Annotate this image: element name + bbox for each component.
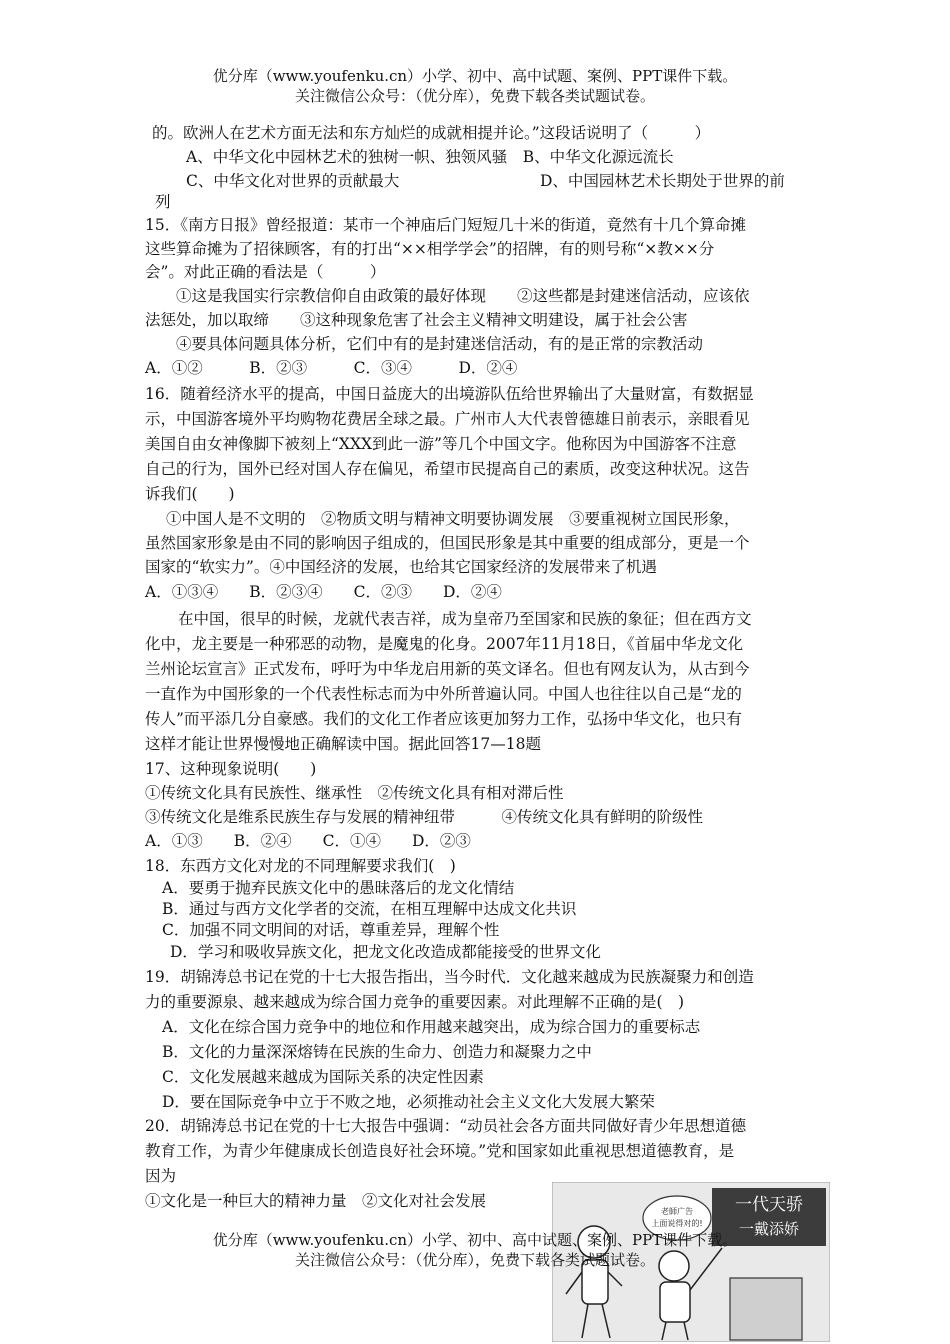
- text-line: 诉我们( ): [145, 485, 235, 503]
- text-line: 自己的行为，国外已经对国人存在偏见，希望市民提高自己的素质，改变这种状况。这告: [145, 460, 750, 478]
- text-line: 的。欧洲人在艺术方面无法和东方灿烂的成就相提并论。”这段话说明了（ ）: [152, 124, 711, 142]
- text-line: 虽然国家形象是由不同的影响因子组成的，但国民形象是其中重要的组成部分，更是一个: [145, 534, 750, 552]
- text-line: 列: [155, 193, 171, 211]
- bubble-text-1: 老師广告: [661, 1207, 693, 1216]
- page-footer-line1: 优分库（www.youfenku.cn）小学、初中、高中试题、案例、PPT课件下载。: [212, 1231, 738, 1249]
- question-16: 16．随着经济水平的提高，中国日益庞大的出境游队伍给世界输出了大量财富，有数据显: [145, 385, 754, 403]
- option-line: A、中华文化中园林艺术的独树一帜、独领风骚 B、中华文化源远流长: [186, 148, 674, 166]
- question-19: 19．胡锦涛总书记在党的十七大报告指出，当今时代．文化越来越成为民族凝聚力和创造: [145, 968, 754, 986]
- text-line: ①文化是一种巨大的精神力量 ②文化对社会发展: [145, 1192, 487, 1210]
- question-20: 20．胡锦涛总书记在党的十七大报告中强调：“动员社会各方面共同做好青少年思想道德: [145, 1117, 747, 1135]
- text-line: ③传统文化是维系民族生存与发展的精神纽带 ④传统文化具有鲜明的阶级性: [145, 808, 704, 826]
- option-line: D．学习和吸收异族文化，把龙文化改造成都能接受的世界文化: [170, 943, 601, 961]
- option-line: C、中华文化对世界的贡献最大: [186, 172, 400, 190]
- bubble-text-2: 上面说得对的!: [651, 1219, 703, 1228]
- passage-line: 化中，龙主要是一种邪恶的动物，是魔鬼的化身。2007年11月18日，《首届中华龙文化: [145, 635, 744, 653]
- text-line: ④要具体问题具体分析，它们中有的是封建迷信活动，有的是正常的宗教活动: [176, 335, 704, 353]
- option-line: C．加强不同文明间的对话，尊重差异，理解个性: [162, 921, 500, 939]
- option-line: C．文化发展越来越成为国际关系的决定性因素: [162, 1068, 484, 1086]
- option-line: D．要在国际竞争中立于不败之地，必须推动社会主义文化大发展大繁荣: [162, 1093, 655, 1111]
- text-line: 因为: [145, 1167, 177, 1185]
- option-line: A．要勇于抛弃民族文化中的愚昧落后的龙文化情结: [162, 879, 515, 897]
- option-line: B．文化的力量深深熔铸在民族的生命力、创造力和凝聚力之中: [162, 1043, 592, 1061]
- text-line: ①这是我国实行宗教信仰自由政策的最好体现 ②这些都是封建迷信活动，应该依: [176, 287, 750, 305]
- question-17: 17、这种现象说明( ): [145, 760, 317, 778]
- option-line: D、中国园林艺术长期处于世界的前: [540, 172, 785, 190]
- option-line: B．通过与西方文化学者的交流，在相互理解中达成文化共识: [162, 900, 577, 918]
- passage-line: 在中国，很早的时候，龙就代表吉祥，成为皇帝乃至国家和民族的象征；但在西方文: [178, 610, 752, 628]
- text-line: 力的重要源泉、越来越成为综合国力竞争的重要因素。对此理解不正确的是( ): [145, 993, 685, 1011]
- text-line: 会”。对此正确的看法是（ ）: [145, 263, 386, 281]
- passage-line: 传人”而平添几分自豪感。我们的文化工作者应该更加努力工作，弘扬中华文化，也只有: [145, 710, 742, 728]
- answer-options: A．①③ B．②④ C．①④ D．②③: [145, 832, 471, 850]
- text-line: ①中国人是不文明的 ②物质文明与精神文明要协调发展 ③要重视树立国民形象，: [166, 510, 740, 528]
- answer-options: A．①③④ B．②③④ C．②③ D．②④: [145, 583, 502, 601]
- text-line: 国家的“软实力”。④中国经济的发展，也给其它国家经济的发展带来了机遇: [145, 558, 657, 576]
- sign-text-top: 一代天骄: [735, 1195, 803, 1215]
- passage-line: 兰州论坛宣言》正式发布，呼吁为中华龙启用新的英文译名。但也有网友认为，从古到今: [145, 660, 750, 678]
- text-line: 美国自由女神像脚下被刻上“XXX到此一游”等几个中国文字。他称因为中国游客不注意: [145, 435, 737, 453]
- page-footer-line2: 关注微信公众号：（优分库），免费下载各类试题试卷。: [294, 1251, 655, 1269]
- passage-line: 这样才能让世界慢慢地正确解读中国。据此回答17—18题: [145, 735, 541, 753]
- option-line: A．文化在综合国力竞争中的地位和作用越来越突出，成为综合国力的重要标志: [162, 1018, 701, 1036]
- page-header-line2: 关注微信公众号：（优分库），免费下载各类试题试卷。: [294, 87, 655, 105]
- passage-line: 一直作为中国形象的一个代表性标志而为中外所普遍认同。中国人也往往以自己是“龙的: [145, 685, 742, 703]
- answer-options: A．①② B．②③ C．③④ D．②④: [145, 359, 518, 377]
- text-line: 法惩处，加以取缔 ③这种现象危害了社会主义精神文明建设，属于社会公害: [145, 311, 688, 329]
- text-line: 教育工作，为青少年健康成长创造良好社会环境。”党和国家如此重视思想道德教育，是: [145, 1142, 735, 1160]
- question-18: 18．东西方文化对龙的不同理解要求我们( ): [145, 857, 456, 875]
- text-line: 这些算命摊为了招徕顾客，有的打出“××相学学会”的招牌，有的则号称“×教××分: [145, 240, 715, 258]
- question-15: 15．《南方日报》曾经报道：某市一个神庙后门短短几十米的街道，竟然有十几个算命摊: [145, 216, 746, 234]
- text-line: ①传统文化具有民族性、继承性 ②传统文化具有相对滞后性: [145, 784, 564, 802]
- text-line: 示，中国游客境外平均购物花费居全球之最。广州市人大代表曾德雄日前表示，亲眼看见: [145, 410, 750, 428]
- page-header-line1: 优分库（www.youfenku.cn）小学、初中、高中试题、案例、PPT课件下载。: [212, 67, 738, 85]
- sign-text-bottom: 一戴添娇: [738, 1220, 800, 1238]
